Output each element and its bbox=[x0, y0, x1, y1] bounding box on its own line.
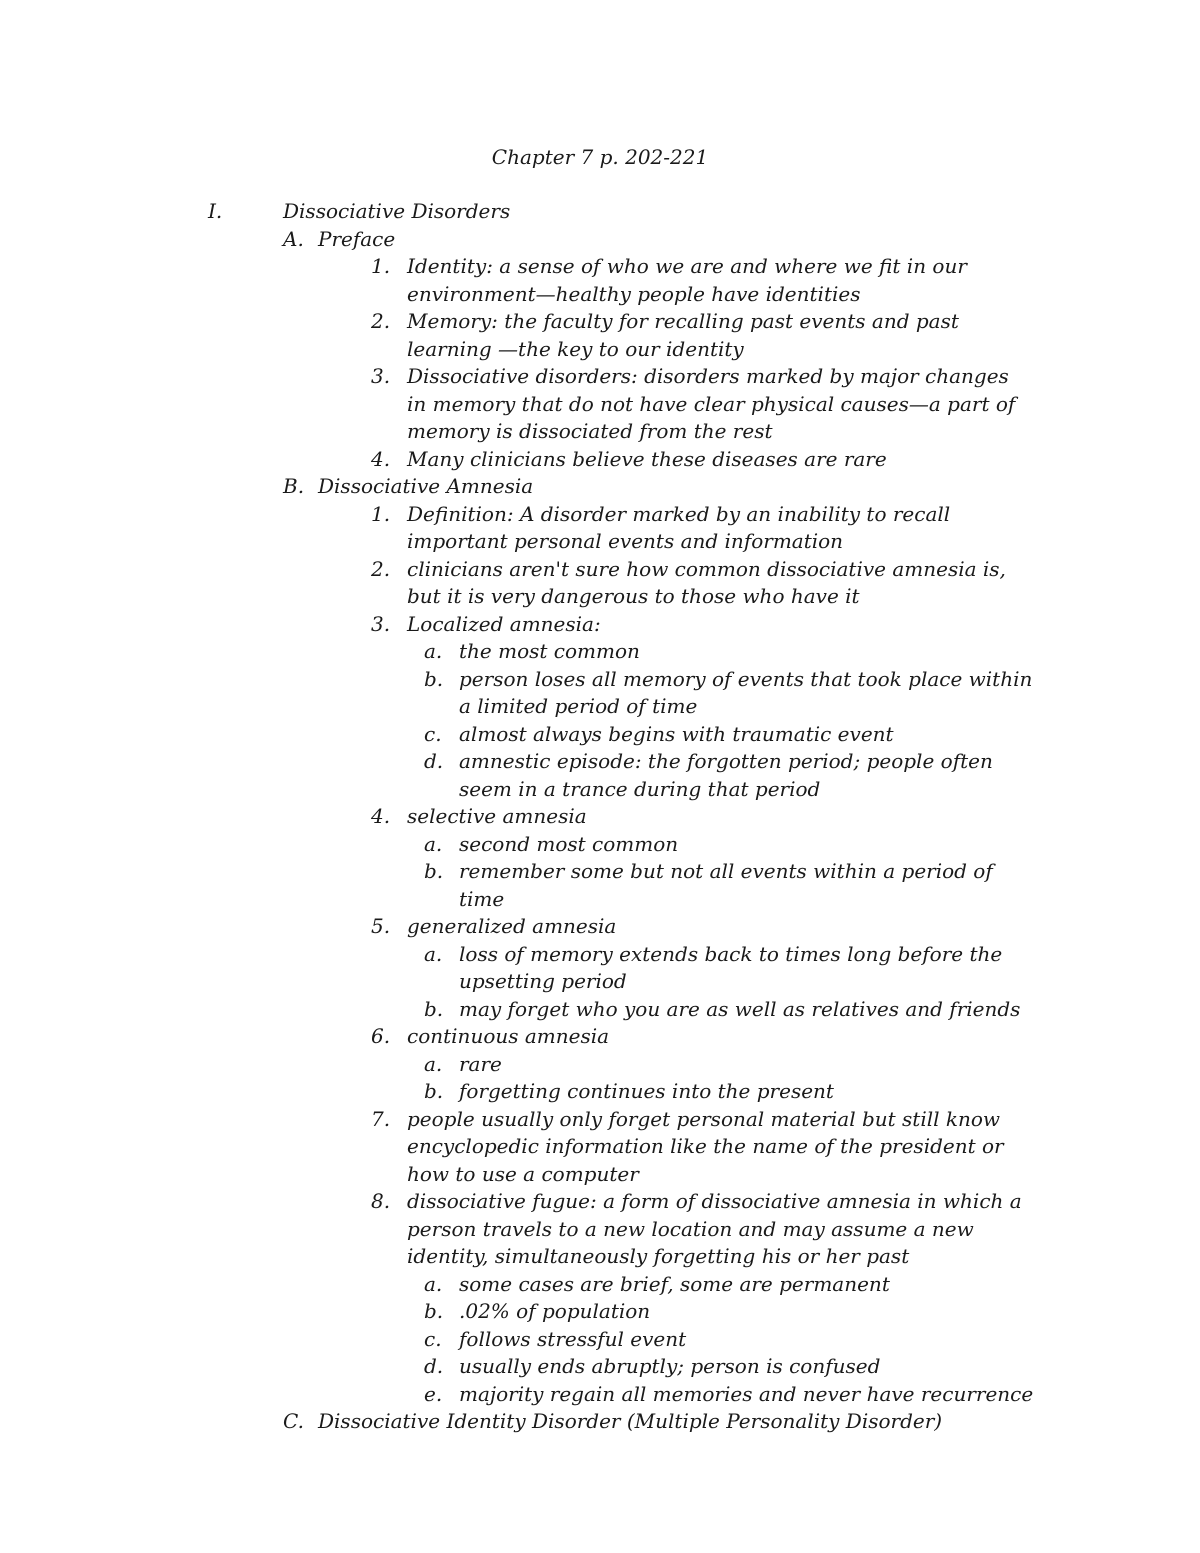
list-item bbox=[0, 501, 1200, 556]
sub-list-item-text: majority regain all memories and never have recurrence bbox=[459, 1381, 1034, 1406]
list-marker: a. bbox=[424, 639, 443, 663]
outline bbox=[0, 198, 1200, 1436]
list-marker: b. bbox=[424, 1079, 444, 1103]
sub-list-item bbox=[0, 941, 1200, 996]
sub-list-item bbox=[0, 831, 1200, 859]
list-marker: 4. bbox=[371, 804, 391, 828]
list-item-text: Definition: A disorder marked by an inability to recall important personal events and information bbox=[407, 501, 951, 553]
sub-list-item bbox=[0, 1051, 1200, 1079]
list-marker: a. bbox=[424, 1051, 443, 1076]
subsection-heading-row bbox=[0, 1408, 1200, 1436]
list-item-text: selective amnesia bbox=[407, 804, 587, 828]
list-marker: B. bbox=[283, 474, 305, 498]
list-marker: 2. bbox=[371, 556, 391, 581]
sub-list-item bbox=[0, 666, 1200, 721]
list-item-text: clinicians aren't sure how common dissociative amnesia is, but it is very dangerous to those who have it bbox=[407, 556, 1006, 608]
list-item bbox=[0, 308, 1200, 363]
list-marker: 4. bbox=[371, 446, 391, 471]
list-item-text: Identity: a sense of who we are and where we fit in our environment—healthy people have identities bbox=[407, 254, 967, 306]
list-marker: 3. bbox=[371, 364, 391, 388]
outline-section bbox=[0, 198, 1200, 226]
list-item-text: people usually only forget personal material but still know encyclopedic information like the name of the president or how to use a computer bbox=[407, 1106, 1004, 1186]
list-marker: b. bbox=[424, 996, 444, 1021]
list-marker: 8. bbox=[371, 1189, 391, 1213]
list-marker: 7. bbox=[371, 1106, 391, 1131]
list-item-text: generalized amnesia bbox=[407, 914, 617, 938]
sub-list-item bbox=[0, 1298, 1200, 1326]
sub-list-item bbox=[0, 1271, 1200, 1299]
list-marker: 3. bbox=[371, 611, 391, 636]
sub-list-item bbox=[0, 858, 1200, 913]
sub-list-item bbox=[0, 748, 1200, 803]
sub-list-item bbox=[0, 721, 1200, 749]
list-marker: e. bbox=[424, 1381, 443, 1406]
sub-list-item-text: rare bbox=[459, 1051, 502, 1076]
list-marker: 2. bbox=[371, 309, 391, 333]
sub-list-item-text: forgetting continues into the present bbox=[459, 1079, 834, 1103]
sub-list-item-text: the most common bbox=[459, 639, 640, 663]
sub-list-item bbox=[0, 638, 1200, 666]
list-marker: d. bbox=[424, 749, 444, 773]
list-item-text: Localized amnesia: bbox=[407, 611, 601, 636]
subsection-heading: Preface bbox=[318, 226, 396, 251]
sub-list-item-text: person loses all memory of events that took place within a limited period of time bbox=[459, 666, 1033, 718]
sub-list-item bbox=[0, 1381, 1200, 1409]
list-marker: C. bbox=[283, 1409, 304, 1433]
list-marker: 6. bbox=[371, 1024, 391, 1048]
list-marker: 5. bbox=[371, 914, 391, 938]
subsection-heading: Dissociative Amnesia bbox=[318, 474, 534, 498]
list-marker: 1. bbox=[371, 254, 391, 278]
list-marker: d. bbox=[424, 1354, 444, 1378]
sub-list-item-text: follows stressful event bbox=[459, 1326, 687, 1351]
page-title: Chapter 7 p. 202-221 bbox=[491, 145, 709, 169]
list-item bbox=[0, 253, 1200, 308]
subsection-heading-row bbox=[0, 226, 1200, 254]
sub-list-item-text: loss of memory extends back to times long before the upsetting period bbox=[459, 941, 1003, 993]
sub-list-item bbox=[0, 1078, 1200, 1106]
sub-list-item bbox=[0, 1353, 1200, 1381]
list-item bbox=[0, 611, 1200, 639]
list-item-text: Dissociative disorders: disorders marked by major changes in memory that do not have clear physical causes—a part of memory is dissociated from the rest bbox=[407, 364, 1016, 443]
sub-list-item-text: second most common bbox=[459, 831, 679, 856]
subsection-heading-row bbox=[0, 473, 1200, 501]
sub-list-item-text: amnestic episode: the forgotten period; people often seem in a trance during that period bbox=[459, 749, 993, 801]
list-item bbox=[0, 556, 1200, 611]
list-marker: I. bbox=[208, 199, 223, 223]
list-item bbox=[0, 803, 1200, 831]
list-marker: a. bbox=[424, 941, 443, 966]
subsection-heading: Dissociative Identity Disorder (Multiple Personality Disorder) bbox=[318, 1409, 943, 1433]
list-marker: a. bbox=[424, 1271, 443, 1296]
sub-list-item bbox=[0, 996, 1200, 1024]
list-item bbox=[0, 913, 1200, 941]
sub-list-item-text: usually ends abruptly; person is confused bbox=[459, 1354, 881, 1378]
list-item bbox=[0, 363, 1200, 446]
list-marker: c. bbox=[424, 1326, 442, 1351]
list-item-text: Many clinicians believe these diseases are rare bbox=[407, 446, 887, 471]
list-marker: b. bbox=[424, 666, 444, 691]
sub-list-item-text: remember some but not all events within a period of time bbox=[459, 859, 993, 911]
list-item bbox=[0, 1023, 1200, 1051]
list-item bbox=[0, 446, 1200, 474]
list-marker: a. bbox=[424, 831, 443, 856]
list-item bbox=[0, 1106, 1200, 1189]
list-item-text: dissociative fugue: a form of dissociative amnesia in which a person travels to a new location and may assume a new identity, simultaneously forgetting his or her past bbox=[407, 1189, 1022, 1268]
list-item-text: Memory: the faculty for recalling past events and past learning —the key to our identity bbox=[407, 309, 959, 361]
list-marker: c. bbox=[424, 721, 442, 746]
list-marker: 1. bbox=[371, 501, 391, 526]
list-marker: A. bbox=[283, 226, 304, 251]
list-marker: b. bbox=[424, 859, 444, 883]
list-item bbox=[0, 1188, 1200, 1271]
sub-list-item bbox=[0, 1326, 1200, 1354]
sub-list-item-text: .02% of population bbox=[459, 1299, 651, 1323]
list-item-text: continuous amnesia bbox=[407, 1024, 610, 1048]
list-marker: b. bbox=[424, 1299, 444, 1323]
section-heading: Dissociative Disorders bbox=[283, 199, 511, 223]
sub-list-item-text: may forget who you are as well as relatives and friends bbox=[459, 996, 1021, 1021]
sub-list-item-text: some cases are brief, some are permanent bbox=[459, 1271, 890, 1296]
sub-list-item-text: almost always begins with traumatic event bbox=[459, 721, 894, 746]
